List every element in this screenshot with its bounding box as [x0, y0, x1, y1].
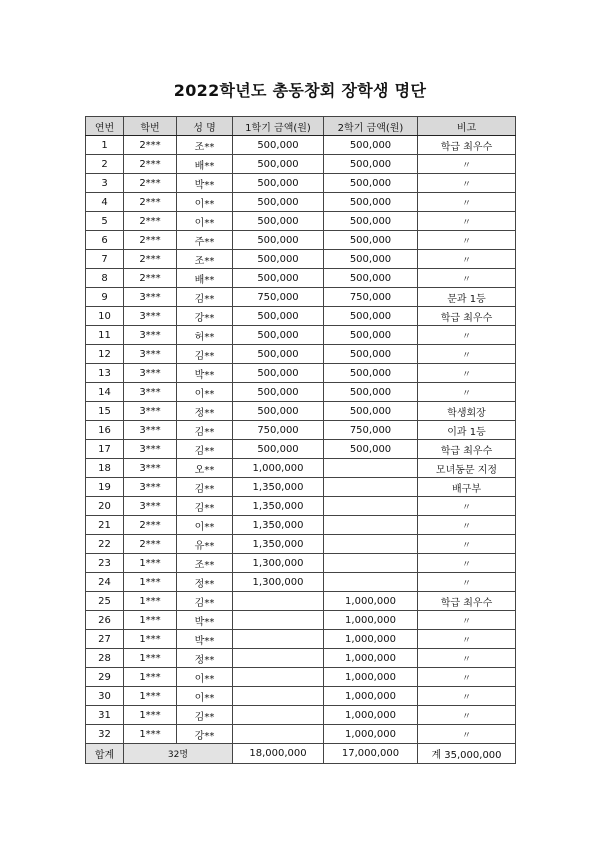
cell-semester1: 750,000	[233, 288, 324, 307]
cell-note: 〃	[418, 573, 516, 592]
cell-no: 9	[86, 288, 124, 307]
cell-no: 18	[86, 459, 124, 478]
table-row	[86, 440, 516, 459]
cell-note: 〃	[418, 364, 516, 383]
cell-note: 〃	[418, 649, 516, 668]
cell-note: 〃	[418, 155, 516, 174]
table-row	[86, 364, 516, 383]
cell-name: 조**	[177, 554, 233, 573]
cell-semester1: 500,000	[233, 212, 324, 231]
cell-student-id: 3***	[124, 440, 177, 459]
total-row	[86, 744, 516, 764]
header-note: 비고	[418, 117, 516, 136]
table-row	[86, 269, 516, 288]
cell-name: 이**	[177, 668, 233, 687]
cell-semester2: 500,000	[324, 250, 418, 269]
cell-no: 23	[86, 554, 124, 573]
table-row	[86, 174, 516, 193]
cell-name: 조**	[177, 136, 233, 155]
cell-semester2: 500,000	[324, 383, 418, 402]
cell-semester1	[233, 725, 324, 744]
cell-no: 24	[86, 573, 124, 592]
cell-semester2: 1,000,000	[324, 649, 418, 668]
cell-semester2: 500,000	[324, 136, 418, 155]
cell-no: 6	[86, 231, 124, 250]
table-row	[86, 383, 516, 402]
cell-student-id: 1***	[124, 725, 177, 744]
cell-note: 학급 최우수	[418, 592, 516, 611]
cell-semester1	[233, 611, 324, 630]
cell-semester2	[324, 497, 418, 516]
table-header	[86, 117, 516, 136]
cell-semester2: 500,000	[324, 440, 418, 459]
cell-semester1: 1,350,000	[233, 516, 324, 535]
cell-semester2: 1,000,000	[324, 706, 418, 725]
cell-no: 13	[86, 364, 124, 383]
cell-name: 김**	[177, 421, 233, 440]
cell-student-id: 2***	[124, 136, 177, 155]
table-row	[86, 535, 516, 554]
cell-student-id: 1***	[124, 687, 177, 706]
cell-semester1: 500,000	[233, 250, 324, 269]
cell-semester2: 1,000,000	[324, 668, 418, 687]
table-row	[86, 212, 516, 231]
table-body	[86, 136, 516, 744]
cell-name: 배**	[177, 269, 233, 288]
total-semester2: 17,000,000	[324, 744, 418, 764]
cell-name: 이**	[177, 212, 233, 231]
cell-name: 이**	[177, 516, 233, 535]
cell-semester1: 500,000	[233, 326, 324, 345]
cell-note: 〃	[418, 250, 516, 269]
header-row	[86, 117, 516, 136]
cell-semester2: 750,000	[324, 288, 418, 307]
table-row	[86, 421, 516, 440]
cell-name: 박**	[177, 364, 233, 383]
table-row	[86, 687, 516, 706]
cell-no: 8	[86, 269, 124, 288]
cell-semester1: 500,000	[233, 231, 324, 250]
cell-note: 〃	[418, 174, 516, 193]
cell-no: 32	[86, 725, 124, 744]
page-title: 2022학년도 총동창회 장학생 명단	[173, 81, 427, 100]
cell-semester1: 1,350,000	[233, 535, 324, 554]
table-row	[86, 630, 516, 649]
cell-no: 16	[86, 421, 124, 440]
cell-note: 〃	[418, 497, 516, 516]
cell-no: 7	[86, 250, 124, 269]
cell-student-id: 1***	[124, 611, 177, 630]
cell-no: 11	[86, 326, 124, 345]
cell-note: 〃	[418, 535, 516, 554]
cell-semester1: 500,000	[233, 193, 324, 212]
cell-note: 〃	[418, 326, 516, 345]
total-label: 합계	[86, 744, 124, 764]
cell-student-id: 3***	[124, 326, 177, 345]
table-row	[86, 516, 516, 535]
cell-no: 19	[86, 478, 124, 497]
cell-student-id: 2***	[124, 269, 177, 288]
cell-student-id: 2***	[124, 174, 177, 193]
cell-semester1	[233, 687, 324, 706]
cell-name: 이**	[177, 193, 233, 212]
cell-semester1: 500,000	[233, 155, 324, 174]
cell-student-id: 1***	[124, 630, 177, 649]
cell-note: 〃	[418, 231, 516, 250]
cell-student-id: 3***	[124, 307, 177, 326]
cell-semester2: 500,000	[324, 364, 418, 383]
cell-student-id: 3***	[124, 364, 177, 383]
cell-note: 〃	[418, 706, 516, 725]
table-row	[86, 326, 516, 345]
cell-semester2: 1,000,000	[324, 630, 418, 649]
cell-student-id: 2***	[124, 212, 177, 231]
cell-semester2	[324, 554, 418, 573]
cell-note: 〃	[418, 269, 516, 288]
cell-name: 김**	[177, 288, 233, 307]
cell-no: 25	[86, 592, 124, 611]
cell-name: 강**	[177, 307, 233, 326]
cell-student-id: 3***	[124, 383, 177, 402]
scholarship-table	[85, 116, 516, 764]
header-semester1: 1학기 금액(원)	[233, 117, 324, 136]
cell-student-id: 2***	[124, 155, 177, 174]
cell-semester2: 1,000,000	[324, 687, 418, 706]
table-row	[86, 592, 516, 611]
table-row	[86, 345, 516, 364]
cell-semester2: 750,000	[324, 421, 418, 440]
cell-no: 14	[86, 383, 124, 402]
cell-semester2	[324, 573, 418, 592]
cell-semester2: 1,000,000	[324, 725, 418, 744]
header-no: 연번	[86, 117, 124, 136]
cell-name: 박**	[177, 630, 233, 649]
cell-student-id: 3***	[124, 288, 177, 307]
cell-name: 김**	[177, 497, 233, 516]
cell-semester2: 1,000,000	[324, 592, 418, 611]
cell-note: 〃	[418, 611, 516, 630]
cell-note: 학생회장	[418, 402, 516, 421]
cell-semester1: 1,350,000	[233, 478, 324, 497]
cell-name: 김**	[177, 592, 233, 611]
cell-no: 22	[86, 535, 124, 554]
cell-name: 박**	[177, 174, 233, 193]
cell-student-id: 1***	[124, 649, 177, 668]
cell-note: 〃	[418, 193, 516, 212]
cell-name: 김**	[177, 706, 233, 725]
cell-semester2: 500,000	[324, 402, 418, 421]
cell-no: 21	[86, 516, 124, 535]
cell-note: 〃	[418, 668, 516, 687]
table-row	[86, 136, 516, 155]
table-row	[86, 478, 516, 497]
cell-semester1: 500,000	[233, 269, 324, 288]
cell-semester2	[324, 478, 418, 497]
cell-semester2: 500,000	[324, 212, 418, 231]
cell-semester1: 500,000	[233, 440, 324, 459]
cell-name: 박**	[177, 611, 233, 630]
table-row	[86, 231, 516, 250]
table-row	[86, 611, 516, 630]
cell-no: 4	[86, 193, 124, 212]
cell-semester1	[233, 592, 324, 611]
header-name: 성 명	[177, 117, 233, 136]
cell-name: 정**	[177, 402, 233, 421]
cell-semester1: 500,000	[233, 402, 324, 421]
cell-semester1: 1,000,000	[233, 459, 324, 478]
cell-semester1	[233, 649, 324, 668]
cell-no: 2	[86, 155, 124, 174]
cell-note: 〃	[418, 630, 516, 649]
cell-student-id: 2***	[124, 516, 177, 535]
table-row	[86, 402, 516, 421]
cell-name: 김**	[177, 440, 233, 459]
cell-no: 15	[86, 402, 124, 421]
cell-no: 26	[86, 611, 124, 630]
cell-semester1: 500,000	[233, 383, 324, 402]
cell-semester1: 500,000	[233, 364, 324, 383]
table-row	[86, 193, 516, 212]
cell-note: 모녀동문 지정	[418, 459, 516, 478]
cell-note: 〃	[418, 212, 516, 231]
cell-semester2	[324, 459, 418, 478]
cell-semester2: 500,000	[324, 269, 418, 288]
cell-note: 학급 최우수	[418, 136, 516, 155]
cell-semester1: 750,000	[233, 421, 324, 440]
cell-note: 〃	[418, 345, 516, 364]
cell-name: 오**	[177, 459, 233, 478]
cell-name: 이**	[177, 383, 233, 402]
cell-note: 학급 최우수	[418, 307, 516, 326]
cell-note: 〃	[418, 687, 516, 706]
cell-semester2: 500,000	[324, 155, 418, 174]
table-row	[86, 459, 516, 478]
cell-note: 이과 1등	[418, 421, 516, 440]
cell-no: 10	[86, 307, 124, 326]
cell-name: 김**	[177, 478, 233, 497]
cell-name: 강**	[177, 725, 233, 744]
table-row	[86, 497, 516, 516]
cell-semester2: 500,000	[324, 174, 418, 193]
cell-name: 정**	[177, 573, 233, 592]
header-student-id: 학번	[124, 117, 177, 136]
cell-student-id: 3***	[124, 421, 177, 440]
cell-semester1: 500,000	[233, 307, 324, 326]
cell-semester2	[324, 516, 418, 535]
cell-no: 29	[86, 668, 124, 687]
cell-semester2	[324, 535, 418, 554]
cell-semester1	[233, 706, 324, 725]
cell-semester2: 500,000	[324, 326, 418, 345]
cell-no: 3	[86, 174, 124, 193]
cell-no: 31	[86, 706, 124, 725]
cell-semester1: 500,000	[233, 345, 324, 364]
cell-no: 20	[86, 497, 124, 516]
cell-semester1: 1,300,000	[233, 554, 324, 573]
table-row	[86, 725, 516, 744]
cell-name: 허**	[177, 326, 233, 345]
cell-semester2: 500,000	[324, 193, 418, 212]
cell-name: 정**	[177, 649, 233, 668]
cell-note: 〃	[418, 383, 516, 402]
cell-no: 12	[86, 345, 124, 364]
cell-student-id: 3***	[124, 345, 177, 364]
cell-name: 조**	[177, 250, 233, 269]
cell-semester2: 500,000	[324, 231, 418, 250]
cell-note: 〃	[418, 516, 516, 535]
cell-name: 주**	[177, 231, 233, 250]
table-row	[86, 668, 516, 687]
total-count: 32명	[124, 744, 233, 764]
cell-student-id: 2***	[124, 193, 177, 212]
grand-total: 계 35,000,000	[418, 744, 516, 764]
cell-note: 〃	[418, 725, 516, 744]
cell-no: 17	[86, 440, 124, 459]
cell-note: 배구부	[418, 478, 516, 497]
cell-student-id: 1***	[124, 706, 177, 725]
table-row	[86, 649, 516, 668]
cell-student-id: 2***	[124, 250, 177, 269]
header-semester2: 2학기 금액(원)	[324, 117, 418, 136]
cell-no: 5	[86, 212, 124, 231]
cell-student-id: 1***	[124, 592, 177, 611]
table-row	[86, 307, 516, 326]
cell-student-id: 1***	[124, 668, 177, 687]
cell-semester1	[233, 630, 324, 649]
cell-note: 문과 1등	[418, 288, 516, 307]
cell-no: 28	[86, 649, 124, 668]
cell-name: 유**	[177, 535, 233, 554]
cell-name: 김**	[177, 345, 233, 364]
cell-semester2: 500,000	[324, 345, 418, 364]
table-row	[86, 250, 516, 269]
table-row	[86, 706, 516, 725]
cell-no: 30	[86, 687, 124, 706]
cell-no: 27	[86, 630, 124, 649]
cell-semester1: 1,300,000	[233, 573, 324, 592]
cell-student-id: 1***	[124, 554, 177, 573]
cell-name: 배**	[177, 155, 233, 174]
cell-semester1	[233, 668, 324, 687]
cell-semester1: 500,000	[233, 174, 324, 193]
cell-semester1: 1,350,000	[233, 497, 324, 516]
table-row	[86, 573, 516, 592]
table-footer	[86, 744, 516, 764]
cell-student-id: 3***	[124, 459, 177, 478]
cell-name: 이**	[177, 687, 233, 706]
cell-note: 학급 최우수	[418, 440, 516, 459]
cell-student-id: 3***	[124, 497, 177, 516]
table-row	[86, 288, 516, 307]
cell-semester1: 500,000	[233, 136, 324, 155]
cell-no: 1	[86, 136, 124, 155]
cell-student-id: 1***	[124, 573, 177, 592]
cell-student-id: 3***	[124, 402, 177, 421]
cell-student-id: 2***	[124, 231, 177, 250]
cell-semester2: 1,000,000	[324, 611, 418, 630]
table-row	[86, 155, 516, 174]
cell-student-id: 2***	[124, 535, 177, 554]
total-semester1: 18,000,000	[233, 744, 324, 764]
cell-note: 〃	[418, 554, 516, 573]
cell-semester2: 500,000	[324, 307, 418, 326]
cell-student-id: 3***	[124, 478, 177, 497]
table-row	[86, 554, 516, 573]
